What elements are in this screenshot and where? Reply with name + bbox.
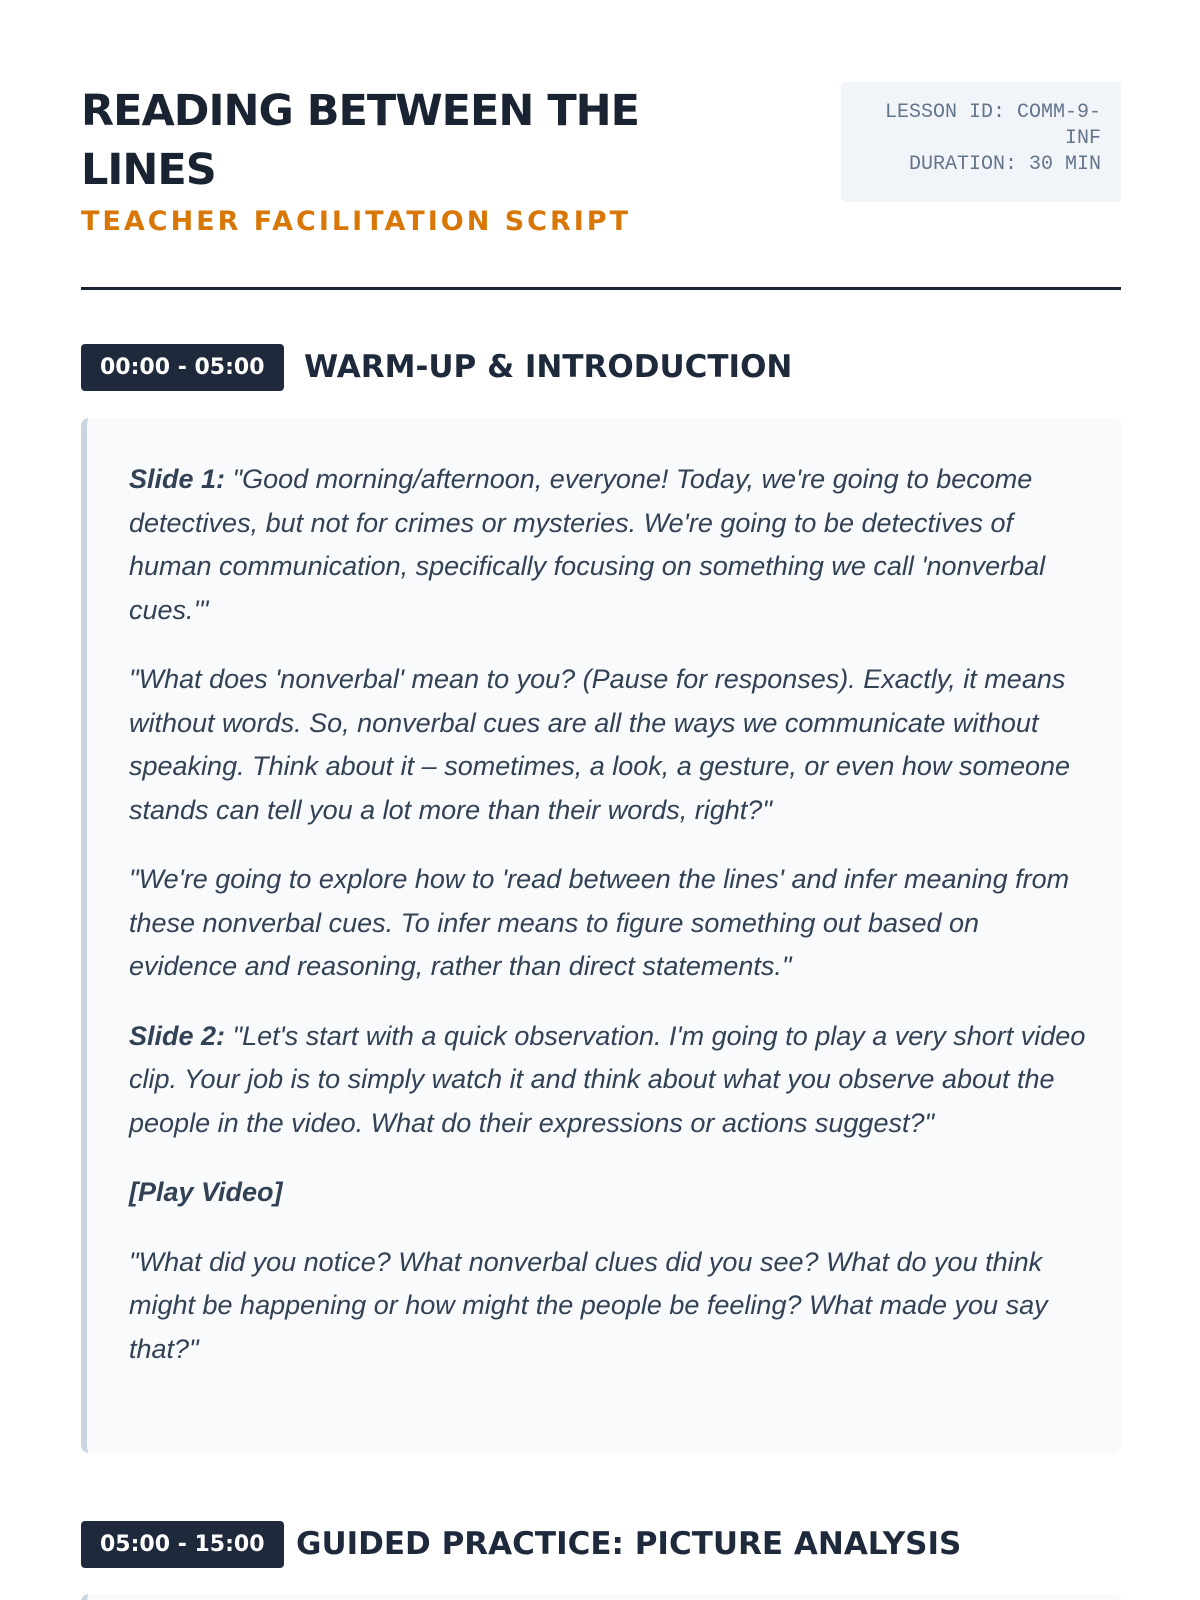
lesson-page: [81, 0, 1121, 1600]
section-title: WARM-UP & INTRODUCTION: [304, 349, 793, 385]
section-heading-guided-practice: [81, 1521, 1121, 1569]
script-paragraph: Slide 1: "Good morning/afternoon, everyone! Today, we're going to become detectives, but not for crimes or mysteries. We're going to be detectives of human communication, specifically focusing on something we call 'nonverbal cues.'": [129, 464, 1046, 625]
script-paragraph: "What did you notice? What nonverbal clues did you see? What do you think might be happening or how might the people be feeling? What made you say that?": [129, 1246, 1048, 1364]
page-title: READING BETWEEN THE LINES: [81, 86, 640, 195]
script-paragraph: "We're going to explore how to 'read between the lines' and infer meaning from these nonverbal cues. To infer means to figure something out based on evidence and reasoning, rather than direct statements.": [129, 864, 1070, 981]
lesson-meta: [841, 82, 1121, 202]
lesson-id: LESSON ID: COMM-9-INF: [884, 101, 1101, 150]
section-heading-warmup: [81, 344, 1121, 392]
script-paragraph: "What does 'nonverbal' mean to you? (Pause for responses). Exactly, it means without words. So, nonverbal cues are all the ways we communicate without speaking. Think about it – sometimes, a look, a gesture, or even how someone stands can tell you a lot more than their words, right?": [129, 664, 1071, 825]
slide-label: Slide 2:: [129, 1020, 226, 1051]
time-badge: 00:00 - 05:00: [81, 344, 284, 391]
header-divider: [81, 287, 1121, 290]
script-box-guided-practice: [81, 1594, 1121, 1600]
script-paragraph: Slide 2: "Let's start with a quick observation. I'm going to play a very short video clip. Your job is to simply watch it and think about what you observe about the people in the video. What do their expressions or actions suggest?": [129, 1020, 1086, 1138]
page-subtitle: TEACHER FACILITATION SCRIPT: [81, 206, 631, 237]
lesson-header: [81, 82, 1121, 242]
script-box-warmup: [81, 418, 1121, 1453]
section-title: GUIDED PRACTICE: PICTURE ANALYSIS: [296, 1526, 962, 1562]
slide-label: Slide 1:: [129, 464, 226, 494]
stage-direction: [Play Video]: [129, 1177, 283, 1207]
lesson-duration: DURATION: 30 MIN: [908, 153, 1101, 176]
time-badge: 05:00 - 15:00: [81, 1521, 284, 1568]
